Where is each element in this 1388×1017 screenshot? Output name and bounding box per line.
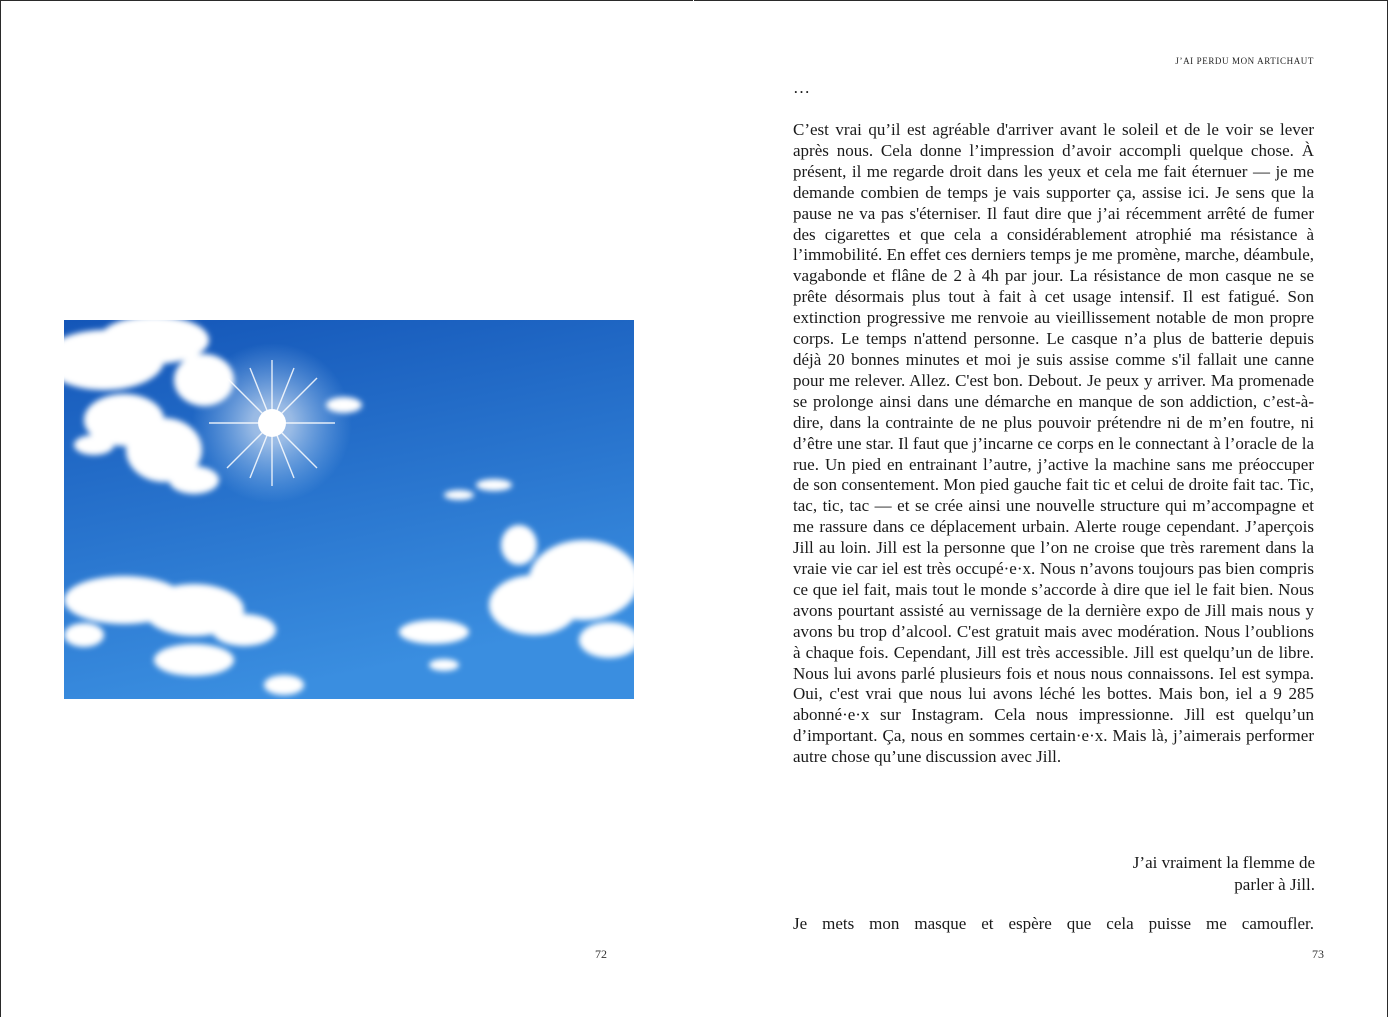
right-page-number: 73: [1312, 947, 1324, 961]
closing-line-2: parler à Jill.: [1234, 875, 1315, 894]
left-page-number: 72: [595, 947, 607, 961]
ellipsis: …: [793, 78, 810, 97]
sky-photo: [64, 320, 634, 699]
body-paragraph: C’est vrai qu’il est agréable d'arriver avant le soleil et de le voir se lever après nous. Cela donne l’impression d’avoir accompli quelque chose. À présent, il me regarde droit dans les yeux et cela me fait éternuer — je me demande combien de temps je vais supporter ça, assise ici. Je sens que la pause ne va pas s'éterniser. Il faut dire que j’ai récemment arrêté de fumer des cigarettes et que cela a considérablement atrophié ma résistance à l’immobilité. En effet ces derniers temps je me promène, marche, déambule, vagabonde et flâne de 2 à 4h par jour. La résistance de mon casque ne se prête désormais plus tout à fait à cet usage intensif. Il est fatigué. Son extinction progressive me renvoie au vieillissement notable de mon propre corps. Le temps n'attend personne. Le casque n’a plus de batterie depuis déjà 20 bonnes minutes et moi je suis assise comme s'il fallait une canne pour me relever. Allez. C'est bon. Debout. Je peux y arriver. Ma promenade se prolonge ainsi dans une démarche en manque de son addiction, c’est-à-dire, dans la contrainte de ne plus pouvoir prétendre ni de m’en foutre, ni d’être une star. Il faut que j’incarne ce corps en le connectant à l’oracle de la rue. Un pied en entrainant l’autre, j’active la machine sans me préoccuper de son consentement. Mon pied gauche fait tic et celui de droite fait tac. Tic, tac, tic, tac — et se crée ainsi une nouvelle structure qui m’accompagne et me rassure dans ce déplacement urbain. Alerte rouge cependant. J’aperçois Jill au loin. Jill est la personne que l’on ne croise que très rarement dans la vraie vie car iel est très occupé·e·x. Nous n’avons toujours pas bien compris ce que iel fait, mais tout le monde s’accorde à dire que iel le fait bien. Nous avons pourtant assisté au vernissage de la dernière expo de Jill mais nous y avons bu trop d’alcool. C'est gratuit mais avec modération. Nous l’oublions à chaque fois. Cependant, Jill est très accessible. Jill est quelqu’un de libre. Nous lui avons parlé plusieurs fois et nous nous connaissons. Iel est sympa. Oui, c'est vrai que nous lui avons léché les bottes. Mais bon, iel a 9 285 abonné·e·x sur Instagram. Cela nous impressionne. Jill est quelqu’un d’important. Ça, nous en sommes certain·e·x. Mais là, j’aimerais performer autre chose qu’une discussion avec Jill.: [793, 120, 1314, 767]
left-page: [0, 0, 693, 1017]
closing-statement: [1133, 852, 1315, 896]
final-line: Je mets mon masque et espère que cela puisse me camoufler.: [793, 914, 1314, 933]
running-head: J’AI PERDU MON ARTICHAUT: [1175, 56, 1314, 66]
right-page: [694, 0, 1388, 1017]
sky-photo-illustration: [64, 320, 634, 699]
closing-line-1: J’ai vraiment la flemme de: [1132, 853, 1315, 872]
